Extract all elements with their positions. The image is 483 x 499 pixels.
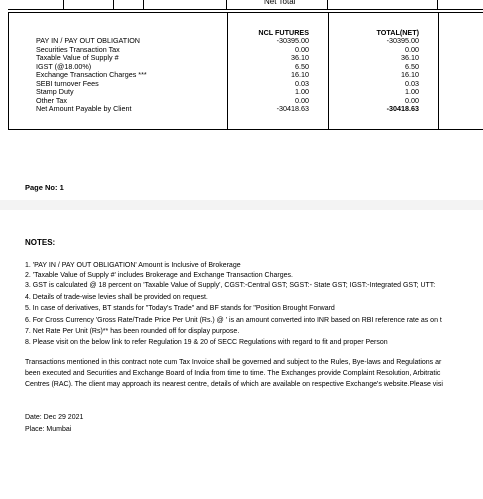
- row-ncl-value: 0.00: [295, 44, 309, 54]
- strip-divider: [143, 0, 144, 9]
- note-item: 4. Details of trade-wise levies shall be provided on request.: [25, 294, 208, 301]
- row-label: Taxable Value of Supply #: [36, 53, 119, 62]
- notes-page: [0, 210, 483, 499]
- strip-divider: [63, 0, 64, 9]
- row-total-value: -30395.00: [386, 36, 419, 45]
- row-label: Exchange Transaction Charges ***: [36, 70, 147, 79]
- header-strip: [8, 0, 483, 10]
- row-ncl-value: -30418.63: [276, 104, 309, 113]
- obligation-summary-table: [8, 12, 483, 130]
- row-label: Securities Transaction Tax: [36, 44, 120, 54]
- note-item: 5. In case of derivatives, BT stands for "Today's Trade" and BF stands for "Position Brought Forward: [25, 305, 335, 312]
- note-item: 3. GST is calculated @ 18 percent on 'Taxable Value of Supply', CGST:-Central GST; SGST:- State GST; IGST:-Integrated GST; UTT:: [25, 282, 436, 289]
- row-label: Stamp Duty: [36, 87, 74, 96]
- note-item: 2. 'Taxable Value of Supply #' includes Brokerage and Exchange Transaction Charges.: [25, 272, 293, 279]
- governing-paragraph-line: Centres (RAC). The client may approach its nearest centre, details of which are available on respective Exchange's website.Please visi: [25, 381, 443, 388]
- row-total-value: -30418.63: [386, 104, 419, 113]
- page-number: Page No: 1: [25, 183, 64, 192]
- row-total-value: 36.10: [401, 53, 419, 62]
- page-separator: [0, 200, 483, 210]
- note-item: 1. 'PAY IN / PAY OUT OBLIGATION' Amount is Inclusive of Brokerage: [25, 262, 241, 269]
- row-total-value: 0.00: [405, 95, 419, 105]
- document-place: Place: Mumbai: [25, 426, 72, 433]
- row-total-value: 0.03: [405, 78, 419, 88]
- row-total-value: 6.50: [405, 61, 419, 71]
- strip-divider: [113, 0, 114, 9]
- row-label: Net Amount Payable by Client: [36, 104, 132, 113]
- row-ncl-value: 36.10: [291, 53, 309, 62]
- col-header-ncl-futures: NCL FUTURES: [258, 28, 309, 37]
- row-ncl-value: 1.00: [295, 87, 309, 96]
- governing-paragraph-line: Transactions mentioned in this contract note cum Tax Invoice shall be governed and subject to the Rules, Bye-laws and Regulations ar: [25, 359, 442, 366]
- strip-divider: [226, 0, 227, 9]
- row-total-value: 0.00: [405, 44, 419, 54]
- strip-divider: [437, 0, 438, 9]
- row-label: IGST (@18.00%): [36, 61, 92, 71]
- row-label: SEBI turnover Fees: [36, 78, 99, 88]
- row-label: Other Tax: [36, 95, 68, 105]
- row-ncl-value: 6.50: [295, 61, 309, 71]
- col-header-total-net: TOTAL(NET): [376, 28, 419, 37]
- document-date: Date: Dec 29 2021: [25, 414, 84, 421]
- row-ncl-value: 0.00: [295, 95, 309, 105]
- net-total-label: Net Total: [264, 0, 296, 6]
- column-divider: [227, 13, 228, 129]
- row-label: PAY IN / PAY OUT OBLIGATION: [36, 36, 140, 45]
- row-ncl-value: 0.03: [295, 78, 309, 88]
- column-divider: [328, 13, 329, 129]
- note-item: 8. Please visit on the below link to refer Regulation 19 & 20 of SECC Regulations with regard to fit and proper Person: [25, 339, 388, 346]
- column-divider: [438, 13, 439, 129]
- governing-paragraph-line: been executed and Securities and Exchange Board of India from time to time. The Exchanges provide Complaint Resolution, Arbitratic: [25, 370, 441, 377]
- note-item: 7. Net Rate Per Unit (Rs)** has been rounded off for display purpose.: [25, 328, 240, 335]
- strip-divider: [327, 0, 328, 9]
- row-total-value: 16.10: [401, 70, 419, 79]
- note-item: 6. For Cross Currency 'Gross Rate/Trade Price Per Unit (Rs.) @ ' is an amount converted into INR based on RBI reference rate as on t: [25, 317, 442, 324]
- notes-title: NOTES:: [25, 238, 56, 247]
- row-ncl-value: 16.10: [291, 70, 309, 79]
- row-ncl-value: -30395.00: [276, 36, 309, 45]
- summary-page: [0, 0, 483, 160]
- row-total-value: 1.00: [405, 87, 419, 96]
